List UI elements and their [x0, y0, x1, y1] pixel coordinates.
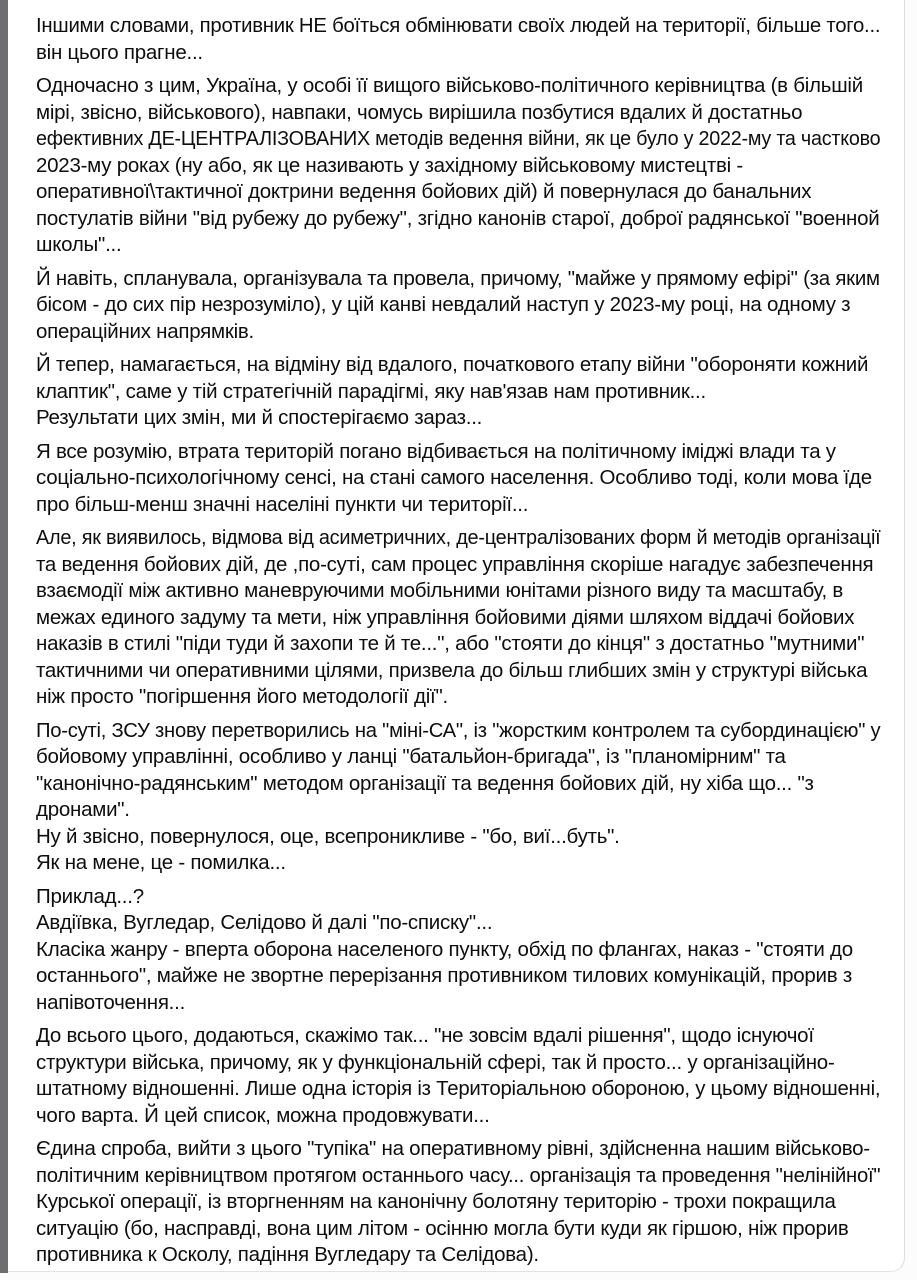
- paragraph: [36, 439, 880, 519]
- viewer-left-edge-strip: [0, 0, 8, 1273]
- post-text-content: [36, 13, 880, 1269]
- text-line: наказів в стилі "піди туди й захопи те й те...", або "стояти до кінця" з достатньо "мутними": [36, 632, 865, 655]
- text-line: Як на мене, це - помилка...: [36, 851, 286, 874]
- text-line: ніж просто "погіршення його методології дії".: [36, 685, 448, 708]
- text-line: 2023-му роках (ну або, як це називають у західному військовому мистецтві -: [36, 153, 743, 177]
- text-line: бісом - до сих пір незрозуміло), у цій канві невдалий наступ у 2023-му році, на одному з: [36, 293, 851, 316]
- text-line: По-суті, ЗСУ знову перетворились на "міні-СА", із "жорстким контролем та субординацією" у: [36, 718, 881, 742]
- paragraph: [36, 352, 880, 432]
- text-line: Єдина спроба, вийти з цього "тупіка" на оперативному рівні, здійсненна нашим військово-: [36, 1137, 870, 1160]
- text-line: Але, як виявилось, відмова від асиметричних, де-централізованих форм й методів організації: [36, 526, 881, 549]
- text-line: бойовому управлінні, особливо у ланці "батальйон-бригада", із "планомірним" та: [36, 745, 786, 768]
- paragraph: [36, 1023, 880, 1129]
- paragraph: [36, 718, 880, 877]
- paragraph: [36, 13, 880, 66]
- paragraph: [36, 73, 880, 259]
- text-line: Ну й звісно, повернулося, оце, всепроникливе - "бо, виї...буть".: [36, 824, 620, 848]
- text-line: Іншими словами, противник НЕ боїться обмінювати своїх людей на території, більше того...: [36, 14, 881, 37]
- text-line: взаємодії між активно маневруючими мобільними юнітами різного виду та масштабу, в: [36, 579, 843, 602]
- text-line: структури війська, причому, як у функціональній сфері, так й просто... у організаційно-: [36, 1050, 835, 1074]
- text-line: тактичними чи оперативними цілями, призвела до більш глибших змін у структурі війська: [36, 658, 868, 682]
- text-line: Одночасно з цим, Україна, у особі її вищого військово-політичного керівництва (в більшій: [36, 74, 863, 97]
- text-line: школы"...: [36, 233, 122, 256]
- text-line: Авдіївка, Вугледар, Селідово й далі "по-списку"...: [36, 911, 493, 934]
- text-line: напівоточення...: [36, 990, 186, 1014]
- paragraph: [36, 884, 880, 1017]
- text-line: Й тепер, намагається, на відміну від вдалого, початкового етапу війни "обороняти кожний: [36, 353, 869, 376]
- text-line: операційних напрямків.: [36, 319, 254, 343]
- text-line: ефективних ДЕ-ЦЕНТРАЛІЗОВАНИХ методів ведення війни, як це було у 2022-му та частково: [36, 127, 881, 150]
- text-line: Курської операції, із вторгненням на канонічну болотяну територію - трохи покращила: [36, 1190, 836, 1213]
- text-line: оперативної\тактичної доктрини ведення бойових дій) й повернулася до банальних: [36, 180, 812, 203]
- paragraph: [36, 525, 880, 711]
- paragraph: [36, 1136, 880, 1269]
- text-line: ситуацію (бо, насправді, вона цим літом - осінню могла бути куди як гіршою, ніж прорив: [36, 1216, 849, 1240]
- text-line: противника к Осколу, падіння Вугледару та Селідова).: [36, 1243, 539, 1266]
- text-line: Результати цих змін, ми й спостерігаємо зараз...: [36, 406, 483, 429]
- text-line: останнього", майже не звортне перерізання противником тилових комунікацій, прорив з: [36, 964, 852, 987]
- text-line: Й навіть, спланувала, організувала та провела, причому, "майже у прямому ефірі" (за яким: [36, 266, 880, 290]
- text-line: штатному відношенні. Лише одна історія із Територіальною обороною, у цьому відношенні,: [36, 1077, 881, 1100]
- text-line: чого варта. Й цей список, можна продовжувати...: [36, 1103, 490, 1127]
- text-line: Класіка жанру - вперта оборона населеного пункту, обхід по флангах, наказ - "стояти до: [36, 937, 853, 961]
- post-text-card: [8, 0, 905, 1272]
- text-line: він цього прагне...: [36, 40, 203, 64]
- text-line: постулатів війни "від рубежу до рубежу", згідно канонів старої, доброї радянської "военной: [36, 206, 880, 230]
- text-line: про більш-менш значні населіні пункти чи території...: [36, 492, 529, 516]
- text-line: дронами".: [36, 798, 130, 821]
- paragraph: [36, 266, 880, 346]
- text-line: та ведення бойових дій, де ,по-суті, сам процес управління скоріше нагадує забезпечення: [36, 552, 874, 576]
- text-line: Я все розумію, втрата територій погано відбивається на політичному іміджі влади та у: [36, 439, 836, 463]
- text-line: мірі, звісно, військового), навпаки, чомусь вирішила позбутися вдалих й достатньо: [36, 100, 803, 124]
- text-line: політичним керівництвом протягом останнього часу... організація та проведення "нелінійної": [36, 1163, 881, 1187]
- text-line: До всього цього, додаються, скажімо так... "не зовсім вдалі рішення", щодо існуючої: [36, 1024, 814, 1047]
- text-line: соціально-психологічному сенсі, на стані самого населення. Особливо тоді, коли мова їде: [36, 466, 872, 489]
- text-line: межах единого задуму та мети, ніж управління бойовими діями шляхом віддачі бойових: [36, 605, 855, 629]
- text-line: клаптик", саме у тій стратегічній парадігмі, яку нав'язав нам противник...: [36, 379, 706, 403]
- text-line: "канонічно-радянським" методом організації та ведення бойових дій, ну хіба що... "з: [36, 771, 814, 795]
- text-line: Приклад...?: [36, 884, 144, 908]
